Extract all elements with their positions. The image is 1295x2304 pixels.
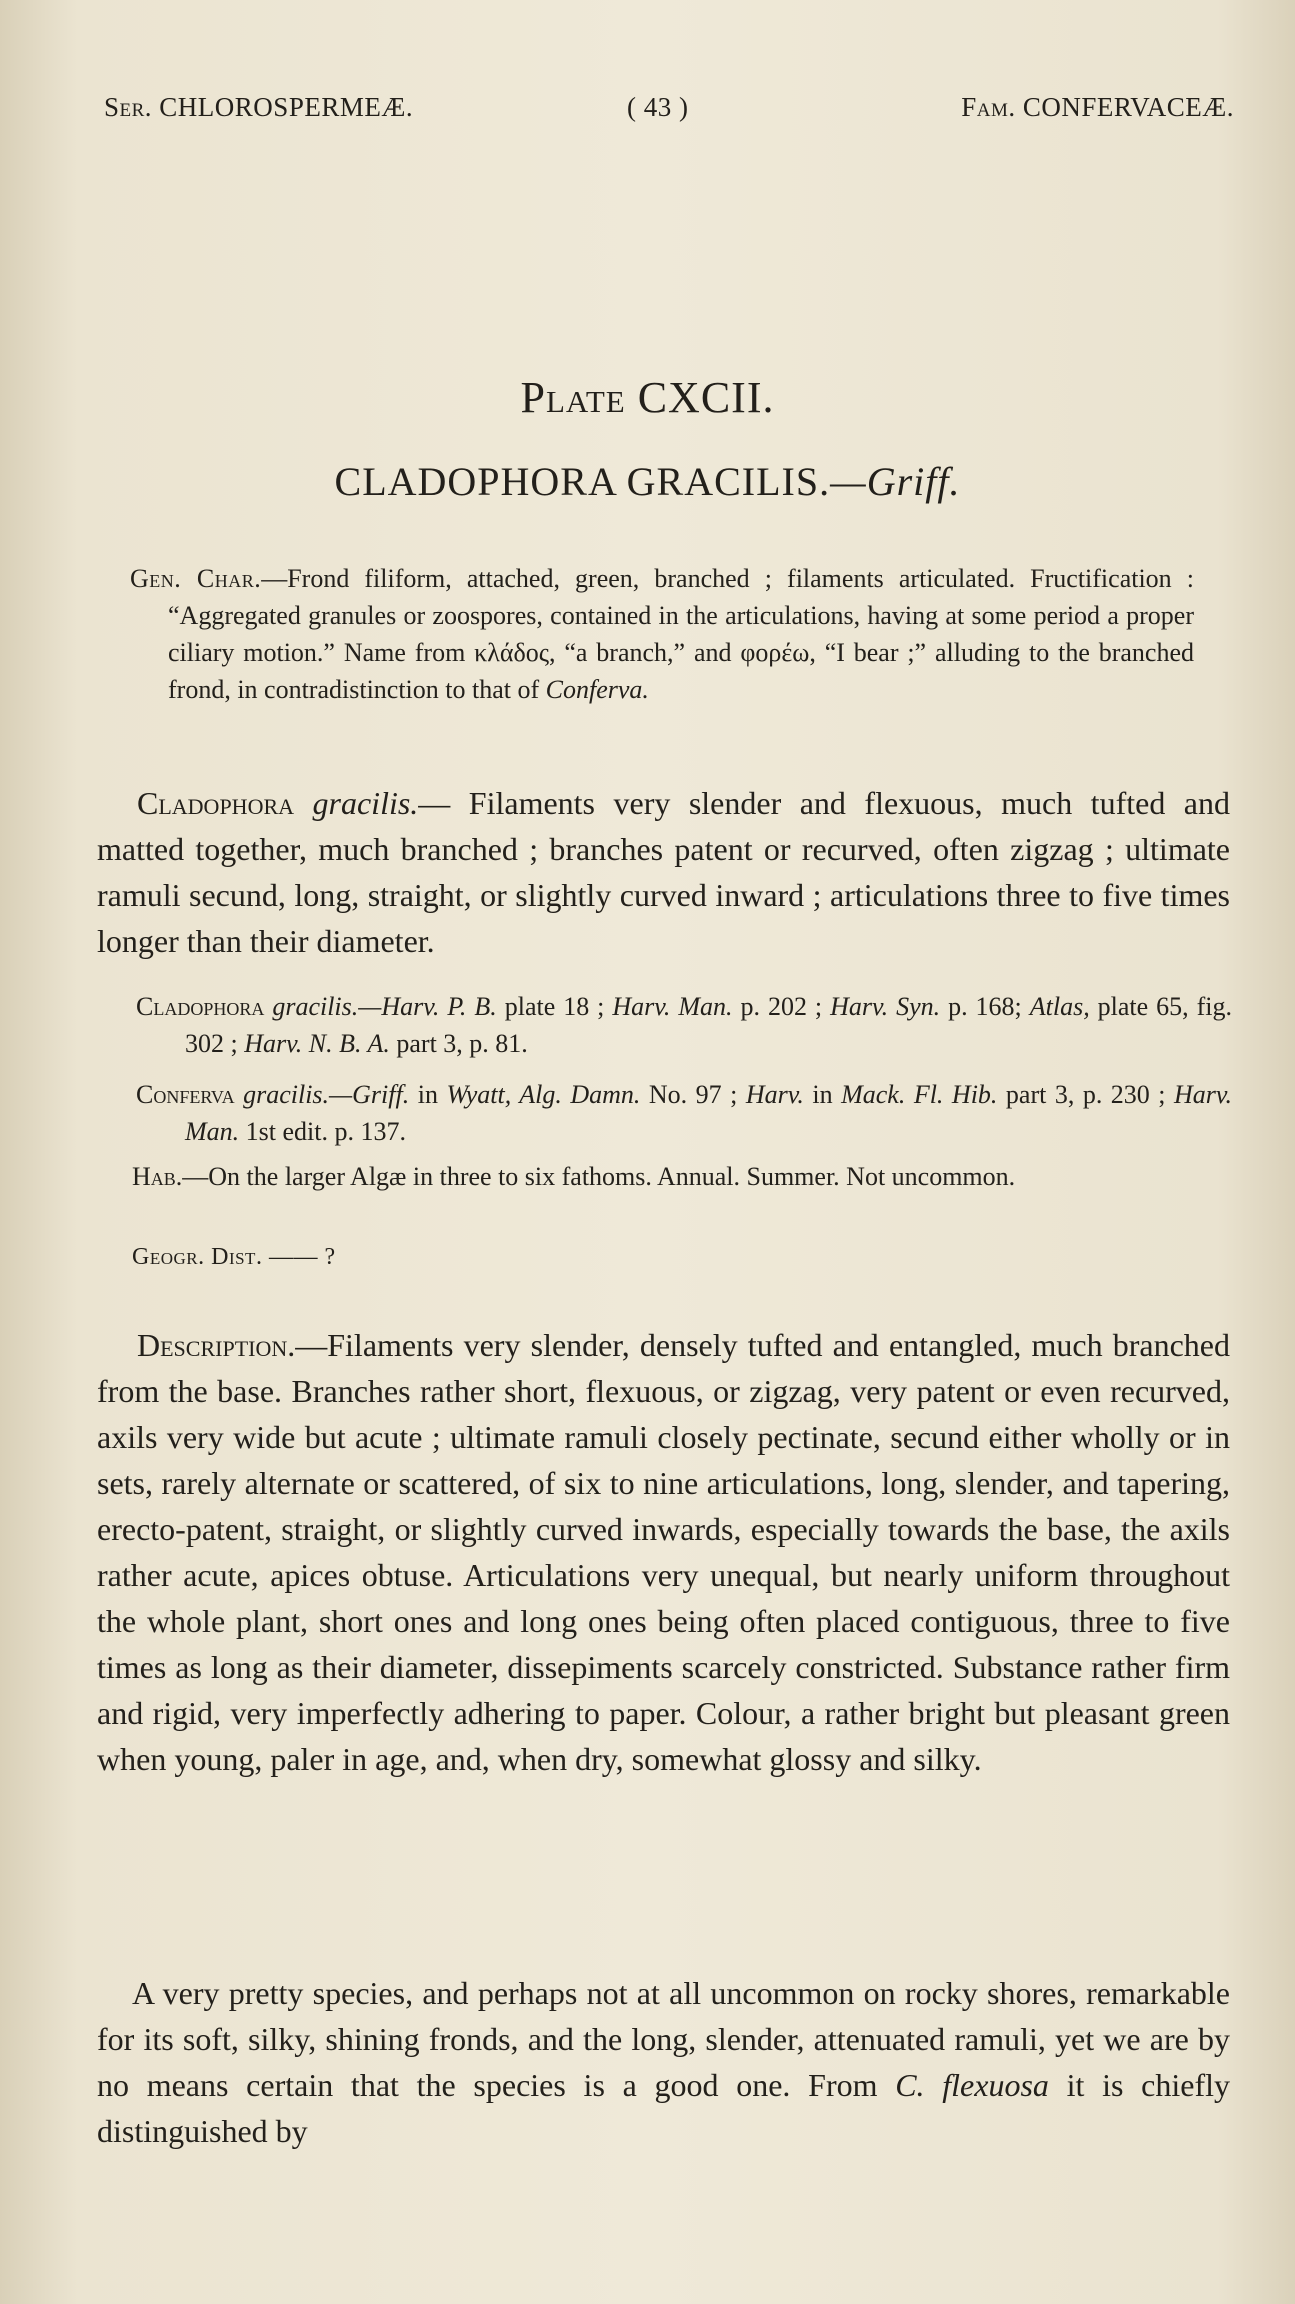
reference-citation: Wyatt, Alg. Damn. — [446, 1080, 641, 1109]
diagnosis-genus: Cladophora — [137, 785, 295, 821]
habitat-text: —On the larger Algæ in three to six fathoms. Annual. Summer. Not uncommon. — [182, 1162, 1016, 1191]
gen-char-genus: Conferva. — [545, 675, 649, 704]
geogr-text: —— ? — [262, 1244, 336, 1270]
reference-species: gracilis.—Harv. P. B. — [272, 992, 497, 1021]
reference-citation: Harv. N. B. A. — [244, 1029, 390, 1058]
reference-text: in — [803, 1080, 842, 1109]
reference-citation: Atlas, — [1029, 992, 1090, 1021]
plate-title: Plate CXCII. — [520, 373, 775, 422]
description-label: Description. — [137, 1327, 296, 1363]
reference-entry — [105, 1076, 1232, 1150]
reference-citation: Mack. Fl. Hib. — [841, 1080, 998, 1109]
gen-char-label: Gen. Char. — [130, 564, 262, 593]
reference-genus: Cladophora — [136, 992, 265, 1021]
page-number: ( 43 ) — [627, 92, 689, 122]
reference-text: plate 65, fig. 302 ; — [185, 992, 1233, 1058]
species-title — [0, 458, 1295, 505]
reference-entry — [105, 988, 1232, 1062]
remark-species: C. flexuosa — [895, 2067, 1049, 2103]
habitat — [97, 1158, 1230, 1195]
geogr-label: Geogr. Dist. — [132, 1244, 263, 1270]
remark-paragraph — [97, 1970, 1230, 2154]
description-text: —Filaments very slender, densely tufted and entangled, much branched from the base. Branches rather short, flexuous, or zigzag, very patent or even recurved, axils very wide but acute ; ultimate ramuli closely pectinate, secund either wholly or in sets, rarely alternate or scattered, of six to nine articulations, long, slender, and tapering, erecto-patent, straight, or slightly curved inwards, especially towards the base, the axils rather acute, apices obtuse. Articulations very unequal, but nearly uniform throughout the whole plant, short ones and long ones being often placed contiguous, three to five times as long as their diameter, dissepiments scarcely constricted. Substance rather firm and rigid, very imperfectly adhering to paper. Colour, a rather bright but pleasant green when young, paler in age, and, when dry, somewhat glossy and silky. — [97, 1327, 1230, 1777]
reference-citation: Harv. Syn. — [830, 992, 941, 1021]
species-authority: —Griff. — [830, 459, 961, 504]
running-head-left: Ser. CHLOROSPERMEÆ. — [104, 92, 414, 122]
gen-char-text: —Frond filiform, attached, green, branched ; filaments articulated. Fructification : “Aggregated granules or zoospores, contained in the articulations, having at some period a proper ciliary motion.” Name from κλάδος, “a branch,” and φορέω, “I bear ;” alluding to the branched frond, in contradistinction to that of — [168, 564, 1194, 704]
reference-citation: Harv. Man. — [185, 1080, 1233, 1146]
reference-text: in — [409, 1080, 447, 1109]
species-diagnosis — [97, 780, 1230, 964]
running-head-right: Fam. CONFERVACEÆ. — [961, 92, 1234, 122]
geographic-distribution — [132, 1244, 336, 1271]
diagnosis-species: gracilis. — [312, 785, 419, 821]
genus-character — [130, 560, 1194, 708]
remark-text: A very pretty species, and perhaps not at all uncommon on rocky shores, remarkable for its soft, silky, shining fronds, and the long, slender, attenuated ramuli, yet we are by no means certain that the species is a good one. From — [97, 1975, 1230, 2103]
reference-species: gracilis.—Griff. — [243, 1080, 410, 1109]
description — [97, 1322, 1230, 1782]
diagnosis-text: — Filaments very slender and flexuous, much tufted and matted together, much branched ; branches patent or recurved, often zigzag ; ultimate ramuli secund, long, straight, or slightly curved inward ; articulations three to five times longer than their diameter. — [97, 785, 1230, 959]
reference-citation: Harv. — [745, 1080, 804, 1109]
reference-text: p. 202 ; — [732, 992, 831, 1021]
habitat-label: Hab. — [132, 1162, 183, 1191]
reference-text: 1st edit. p. 137. — [239, 1117, 407, 1146]
reference-citation: Harv. Man. — [612, 992, 733, 1021]
running-head — [104, 92, 1234, 132]
reference-text: p. 168; — [940, 992, 1030, 1021]
reference-text: part 3, p. 81. — [389, 1029, 528, 1058]
reference-text: part 3, p. 230 ; — [997, 1080, 1175, 1109]
species-name: CLADOPHORA GRACILIS. — [334, 459, 831, 504]
reference-genus: Conferva — [136, 1080, 235, 1109]
reference-text: No. 97 ; — [640, 1080, 746, 1109]
remark-text-end: it is chiefly distinguished by — [97, 2067, 1231, 2149]
reference-text: plate 18 ; — [496, 992, 613, 1021]
